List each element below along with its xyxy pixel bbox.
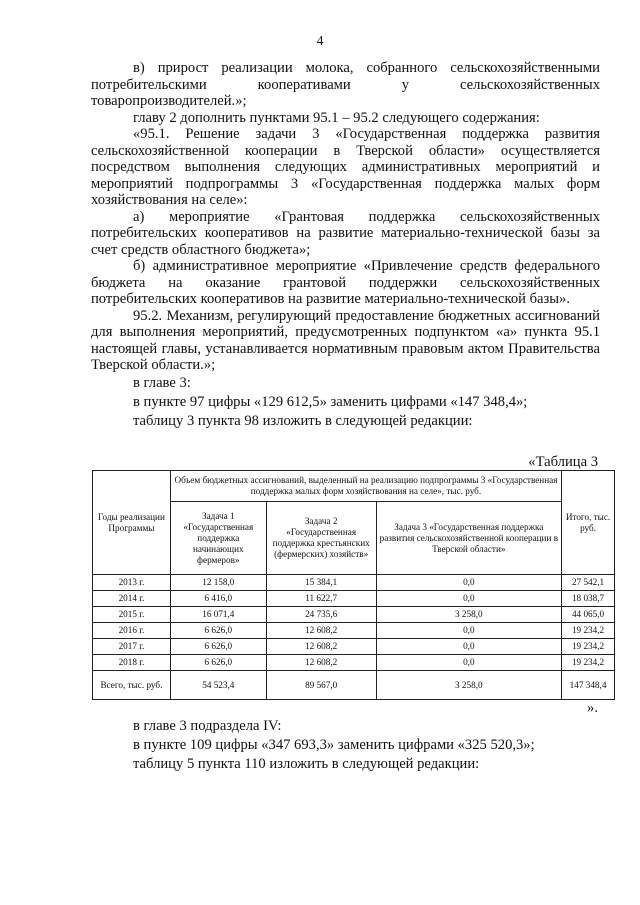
cell-year: 2016 г. [93,623,171,639]
header-years: Годы реализации Программы [93,471,171,575]
cell-task1: 6 626,0 [170,639,266,655]
header-task2: Задача 2 «Государственная поддержка крестьянских (фермерских) хозяйств» [266,502,376,575]
cell-task3: 3 258,0 [376,671,562,700]
paragraph: в пункте 109 цифры «347 693,3» заменить цифрами «325 520,3»; [133,737,535,753]
closing-mark: ». [587,700,598,716]
header-total: Итого, тыс. руб. [562,471,615,575]
cell-task3: 0,0 [376,639,562,655]
cell-task2: 89 567,0 [266,671,376,700]
cell-task2: 24 735,6 [266,607,376,623]
table-row [93,623,615,639]
header-group: Объем бюджетных ассигнований, выделенный на реализацию подпрограммы 3 «Государственная поддержка малых форм хозяйствования на селе», тыс. руб. [170,471,561,502]
paragraph: «95.1. Решение задачи 3 «Государственная поддержка развития сельскохозяйственной кооперации в Тверской области» осуществляется посредством выполнения следующих административных мероприятий и мероприятий подпрограммы 3 «Государственная поддержка малых форм хозяйствования на селе»: [91,126,600,208]
table-row [93,639,615,655]
table-row [93,591,615,607]
paragraph: 95.2. Механизм, регулирующий предоставление бюджетных ассигнований для выполнения мероприятий, предусмотренных подпунктом «а» пункта 95.1 настоящей главы, устанавливается нормативным правовым актом Правительства Тверской области.»; [91,307,600,373]
cell-year: 2013 г. [93,575,171,591]
table-row [93,575,615,591]
cell-task2: 12 608,2 [266,639,376,655]
cell-task1: 6 626,0 [170,623,266,639]
cell-total: 147 348,4 [562,671,615,700]
table-row [93,607,615,623]
body-text [91,60,600,431]
header-task3: Задача 3 «Государственная поддержка развития сельскохозяйственной кооперации в Тверской области» [376,502,562,575]
cell-task3: 0,0 [376,591,562,607]
paragraph: в) прирост реализации молока, собранного сельскохозяйственными потребительскими кооперативами у сельскохозяйственных товаропроизводителей.»; [91,60,600,109]
cell-year: Всего, тыс. руб. [93,671,171,700]
header-task1: Задача 1 «Государственная поддержка начинающих фермеров» [170,502,266,575]
after-text [91,717,600,774]
cell-total: 27 542,1 [562,575,615,591]
budget-table [92,470,615,700]
paragraph: главу 2 дополнить пунктами 95.1 – 95.2 следующего содержания: [133,109,540,126]
cell-year: 2014 г. [93,591,171,607]
table-row [93,655,615,671]
cell-task1: 12 158,0 [170,575,266,591]
cell-task2: 12 608,2 [266,623,376,639]
cell-task1: 6 626,0 [170,655,266,671]
cell-task2: 15 384,1 [266,575,376,591]
cell-year: 2015 г. [93,607,171,623]
cell-year: 2018 г. [93,655,171,671]
cell-task1: 54 523,4 [170,671,266,700]
cell-total: 44 065,0 [562,607,615,623]
cell-task3: 3 258,0 [376,607,562,623]
cell-task3: 0,0 [376,623,562,639]
paragraph: в главе 3: [133,374,191,391]
table-row-total [93,671,615,700]
page-number: 4 [316,34,324,49]
cell-task1: 6 416,0 [170,591,266,607]
cell-total: 18 038,7 [562,591,615,607]
paragraph: таблицу 5 пункта 110 изложить в следующей редакции: [133,756,480,772]
paragraph: в главе 3 подраздела IV: [133,718,282,734]
cell-total: 19 234,2 [562,623,615,639]
cell-task2: 12 608,2 [266,655,376,671]
table-caption: «Таблица 3 [528,454,598,470]
cell-task3: 0,0 [376,575,562,591]
cell-total: 19 234,2 [562,639,615,655]
paragraph: а) мероприятие «Грантовая поддержка сельскохозяйственных потребительских кооперативов на развитие материально-технической базы за счет средств областного бюджета»; [91,208,600,258]
paragraph: в пункте 97 цифры «129 612,5» заменить цифрами «147 348,4»; [133,393,528,410]
cell-task1: 16 071,4 [170,607,266,623]
paragraph: таблицу 3 пункта 98 изложить в следующей редакции: [133,412,473,429]
cell-total: 19 234,2 [562,655,615,671]
paragraph: б) административное мероприятие «Привлечение средств федерального бюджета на оказание грантовой поддержки сельскохозяйственных потребительских кооперативов на развитие материально-технической базы». [91,258,600,307]
cell-task2: 11 622,7 [266,591,376,607]
cell-year: 2017 г. [93,639,171,655]
cell-task3: 0,0 [376,655,562,671]
